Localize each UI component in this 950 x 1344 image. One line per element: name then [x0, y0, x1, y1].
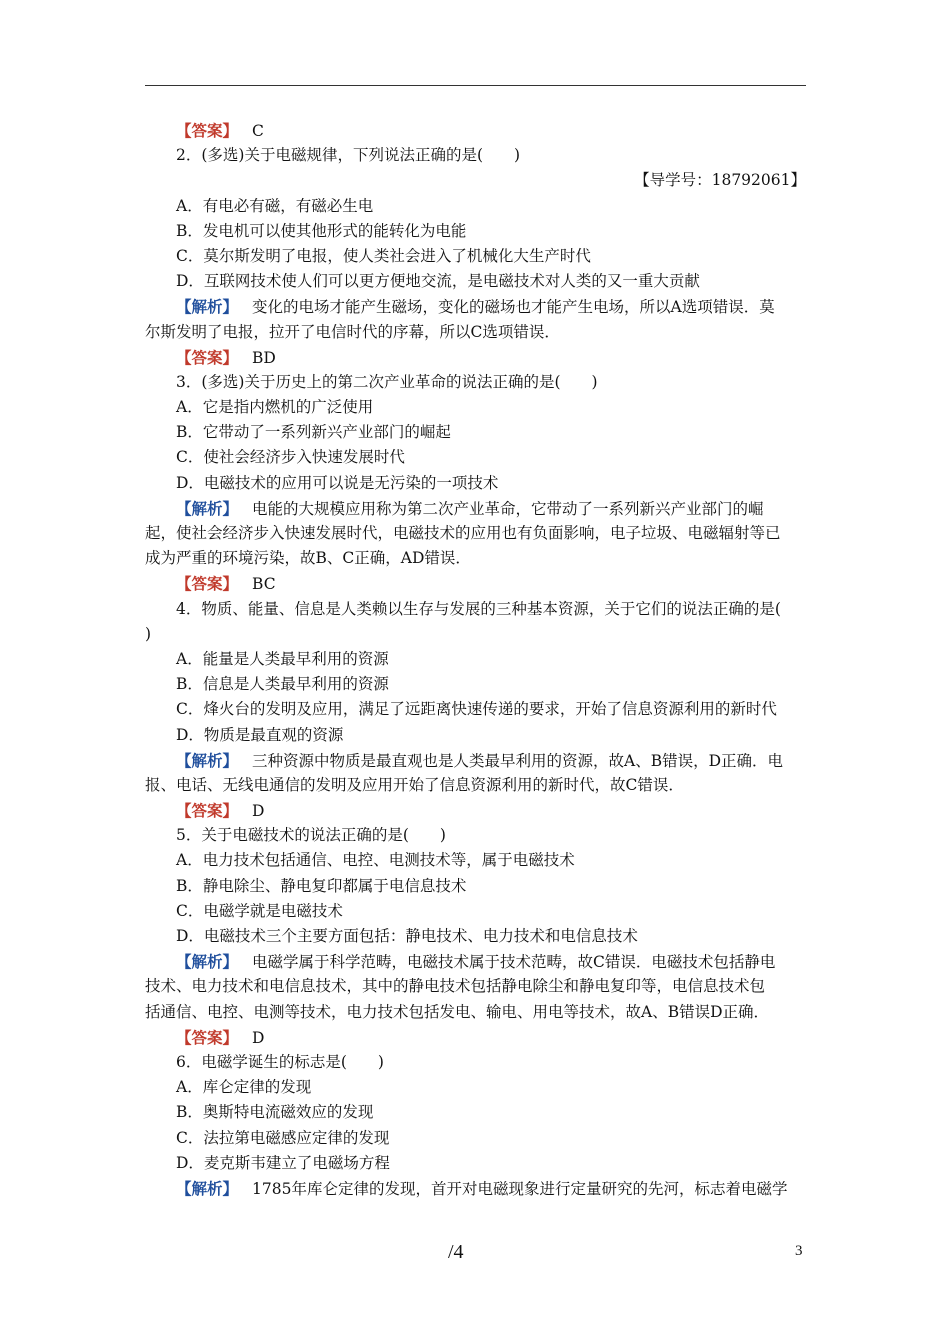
header-rule	[145, 85, 806, 86]
answer-line	[145, 345, 806, 370]
question-line: D．物质是最直观的资源	[176, 725, 344, 744]
line-text: 电磁学属于科学范畴，电磁技术属于技术范畴，故C错误．电磁技术包括静电	[252, 953, 776, 972]
line-text: D	[252, 802, 265, 821]
answer-tag: 【答案】	[176, 801, 239, 821]
question-line: 2．(多选)关于电磁规律，下列说法正确的是( )	[176, 146, 521, 165]
question-line: D．电磁技术三个主要方面包括：静电技术、电力技术和电信息技术	[176, 927, 638, 945]
question-line: 3．(多选)关于历史上的第二次产业革命的说法正确的是( )	[176, 372, 598, 391]
answer-line	[145, 118, 806, 143]
answer-tag: 【答案】	[176, 574, 239, 594]
line-text: BD	[252, 348, 276, 367]
analysis-tag: 【解析】	[176, 1178, 239, 1198]
answer-line	[145, 798, 806, 823]
continuation-line: 成为严重的环境污染，故B、C正确，AD错误．	[145, 549, 471, 568]
question-line: 4．物质、能量、信息是人类赖以生存与发展的三种基本资源，关于它们的说法正确的是(	[176, 599, 781, 618]
question-line: B．发电机可以使其他形式的能转化为电能	[176, 221, 467, 240]
analysis-line	[145, 496, 806, 521]
line-text: 1785年库仑定律的发现，首开对电磁现象进行定量研究的先河，标志着电磁学	[252, 1179, 788, 1198]
question-line: B．信息是人类最早利用的资源	[176, 675, 389, 694]
document-body	[145, 118, 806, 1201]
question-line: B．它带动了一系列新兴产业部门的崛起	[176, 423, 451, 442]
continuation-line: 括通信、电控、电测等技术，电力技术包括发电、输电、用电等技术，故A、B错误D正确．	[145, 1002, 770, 1021]
line-text: 三种资源中物质是最直观也是人类最早利用的资源，故A、B错误，D正确．电	[252, 751, 784, 770]
question-line: D．互联网技术使人们可以更方便地交流，是电磁技术对人类的又一重大贡献	[176, 272, 700, 291]
analysis-tag: 【解析】	[176, 750, 239, 770]
question-line: A．库仑定律的发现	[176, 1078, 312, 1097]
continuation-line: 报、电话、无线电通信的发明及应用开始了信息资源利用的新时代，故C错误．	[145, 775, 684, 794]
line-text: D	[252, 1028, 265, 1047]
question-line: D．电磁技术的应用可以说是无污染的一项技术	[176, 473, 499, 492]
question-line: C．莫尔斯发明了电报，使人类社会进入了机械化大生产时代	[176, 246, 591, 265]
answer-line	[145, 1025, 806, 1050]
question-line: A．能量是人类最早利用的资源	[176, 649, 389, 668]
analysis-tag: 【解析】	[176, 498, 239, 518]
line-text: 变化的电场才能产生磁场，变化的磁场也才能产生电场，所以A选项错误．莫	[252, 298, 775, 317]
continuation-line: 起，使社会经济步入快速发展时代，电磁技术的应用也有负面影响，电子垃圾、电磁辐射等已	[145, 524, 781, 542]
analysis-line	[145, 294, 806, 319]
line-text: 电能的大规模应用称为第二次产业革命，它带动了一系列新兴产业部门的崛	[252, 499, 764, 518]
continuation-line: 技术、电力技术和电信息技术，其中的静电技术包括静电除尘和静电复印等，电信息技术包	[145, 977, 766, 996]
guide-number: 【导学号：18792061】	[634, 171, 806, 190]
question-line: C．法拉第电磁感应定律的发现	[176, 1128, 390, 1147]
question-line: B．静电除尘、静电复印都属于电信息技术	[176, 876, 467, 895]
continuation-line: )	[145, 624, 152, 643]
question-line: C．使社会经济步入快速发展时代	[176, 448, 405, 467]
footer-page-number: 3	[795, 1243, 803, 1259]
question-line: A．它是指内燃机的广泛使用	[176, 398, 374, 417]
question-line: D．麦克斯韦建立了电磁场方程	[176, 1153, 390, 1172]
line-text: C	[252, 122, 264, 140]
question-line: C．烽火台的发明及应用，满足了远距离快速传递的要求，开始了信息资源利用的新时代	[176, 700, 777, 719]
question-line: A．有电必有磁，有磁必生电	[176, 196, 374, 215]
question-line: 6．电磁学诞生的标志是( )	[176, 1052, 384, 1071]
analysis-line	[145, 949, 806, 974]
analysis-tag: 【解析】	[176, 297, 239, 317]
footer-page-total: /4	[448, 1241, 464, 1263]
continuation-line: 尔斯发明了电报，拉开了电信时代的序幕，所以C选项错误．	[145, 322, 560, 341]
question-line: C．电磁学就是电磁技术	[176, 901, 343, 920]
answer-tag: 【答案】	[176, 1027, 239, 1047]
line-text: BC	[252, 575, 276, 594]
answer-line	[145, 571, 806, 596]
answer-tag: 【答案】	[176, 347, 239, 367]
analysis-line	[145, 748, 806, 773]
question-line: B．奥斯特电流磁效应的发现	[176, 1103, 374, 1122]
question-line: 5．关于电磁技术的说法正确的是( )	[176, 826, 446, 845]
analysis-tag: 【解析】	[176, 952, 239, 972]
analysis-line	[145, 1176, 806, 1201]
question-line: A．电力技术包括通信、电控、电测技术等，属于电磁技术	[176, 851, 575, 870]
answer-tag: 【答案】	[176, 121, 239, 140]
